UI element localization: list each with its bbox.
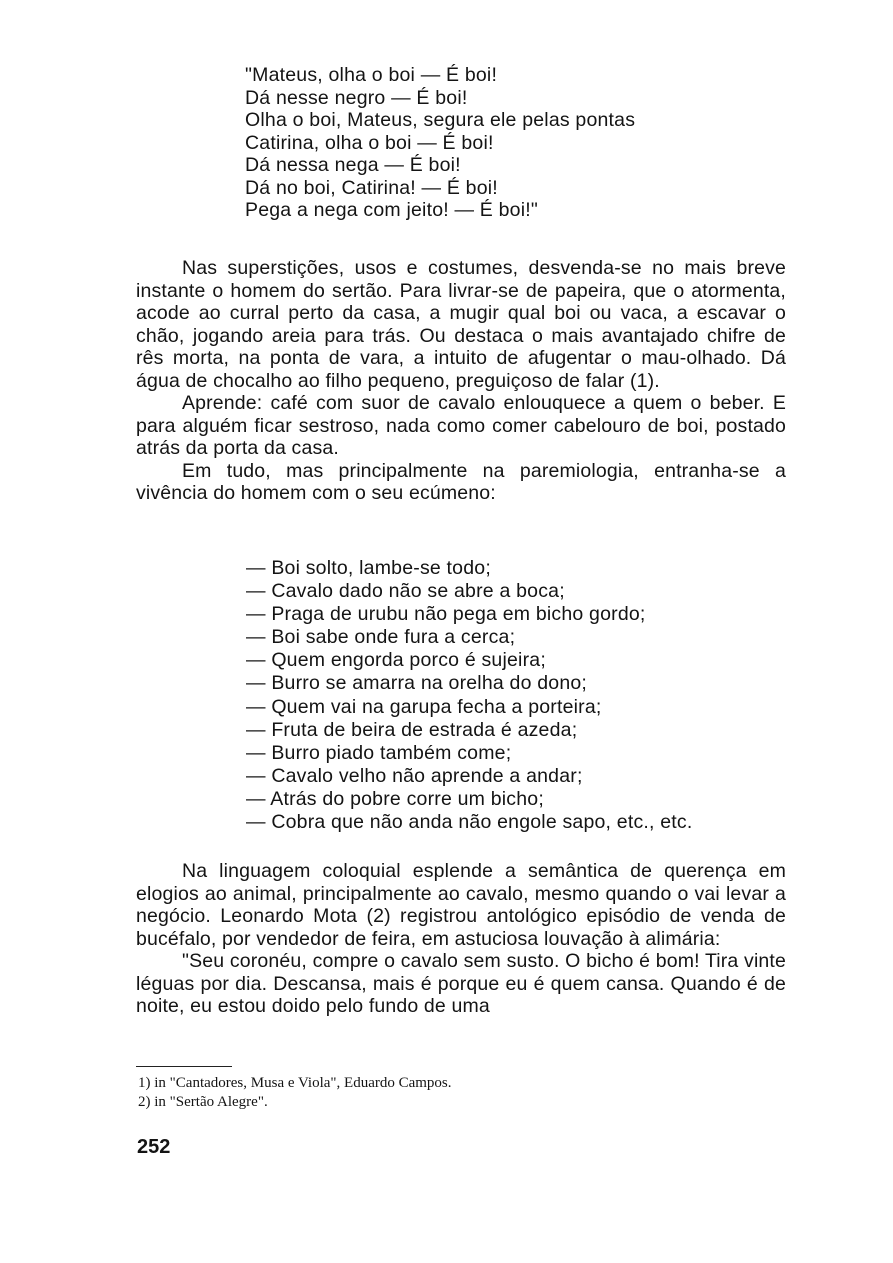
footnotes bbox=[138, 1074, 778, 1112]
paragraph-linguagem: Na linguagem coloquial esplende a semântica de querença em elogios ao animal, principalmente ao cavalo, mesmo quando o vai levar a negócio. Leonardo Mota (2) registrou antológico episódio de venda de bucéfalo, por vendedor de feira, em astuciosa louvação à alimária: bbox=[136, 860, 786, 950]
footnote-divider bbox=[136, 1066, 232, 1067]
verse-line: Pega a nega com jeito! — É boi!" bbox=[245, 199, 538, 221]
list-item: — Quem engorda porco é sujeira; bbox=[246, 649, 546, 672]
list-item: — Cobra que não anda não engole sapo, etc., etc. bbox=[246, 811, 693, 834]
paragraph-quote: "Seu coronéu, compre o cavalo sem susto. O bicho é bom! Tira vinte léguas por dia. Descansa, mais é porque eu é quem cansa. Quando é de noite, eu estou doido pelo fundo de uma bbox=[136, 950, 786, 1017]
verse-line: Catirina, olha o boi — É boi! bbox=[245, 131, 494, 154]
list-item: — Quem vai na garupa fecha a porteira; bbox=[246, 695, 602, 718]
verse-line: Dá nessa nega — É boi! bbox=[245, 154, 461, 176]
paragraph-aprende: Aprende: café com suor de cavalo enlouquece a quem o beber. E para alguém ficar sestroso, nada como comer cabelouro de boi, postado atrás da porta da casa. bbox=[136, 392, 786, 459]
verse-line: Olha o boi, Mateus, segura ele pelas pontas bbox=[245, 109, 636, 131]
body-text-block-2 bbox=[136, 860, 786, 1018]
list-item: — Cavalo velho não aprende a andar; bbox=[246, 764, 583, 787]
list-item: — Fruta de beira de estrada é azeda; bbox=[246, 718, 578, 741]
paragraph-superstitions: Nas superstições, usos e costumes, desvenda-se no mais breve instante o homem do sertão. Para livrar-se de papeira, que o atormenta, acode ao curral perto da casa, a mugir qual boi ou vaca, a escavar o chão, jogando areia para trás. Ou destaca o mais avantajado chifre de rês morta, na ponta de vara, a intuito de afugentar o mau-olhado. Dá água de chocalho ao filho pequeno, preguiçoso de falar (1). bbox=[136, 257, 786, 392]
verse-block bbox=[245, 64, 805, 222]
list-item: — Boi sabe onde fura a cerca; bbox=[246, 626, 516, 649]
page-number: 252 bbox=[137, 1136, 171, 1158]
body-text-block-1 bbox=[136, 257, 786, 505]
list-item: — Boi solto, lambe-se todo; bbox=[246, 557, 491, 579]
proverb-list bbox=[246, 557, 806, 834]
verse-line: Dá no boi, Catirina! — É boi! bbox=[245, 176, 498, 199]
paragraph-paremiologia: Em tudo, mas principalmente na paremiologia, entranha-se a vivência do homem com o seu ecúmeno: bbox=[136, 459, 786, 504]
list-item: — Cavalo dado não se abre a boca; bbox=[246, 580, 565, 603]
list-item: — Atrás do pobre corre um bicho; bbox=[246, 787, 544, 810]
footnote: 1) in "Cantadores, Musa e Viola", Eduardo Campos. bbox=[138, 1075, 452, 1091]
list-item: — Burro se amarra na orelha do dono; bbox=[246, 672, 588, 695]
list-item: — Praga de urubu não pega em bicho gordo; bbox=[246, 603, 646, 626]
verse-line: Dá nesse negro — É boi! bbox=[245, 86, 468, 109]
footnote: 2) in "Sertão Alegre". bbox=[138, 1094, 268, 1110]
verse-line: "Mateus, olha o boi — É boi! bbox=[245, 64, 498, 86]
list-item: — Burro piado também come; bbox=[246, 741, 512, 764]
